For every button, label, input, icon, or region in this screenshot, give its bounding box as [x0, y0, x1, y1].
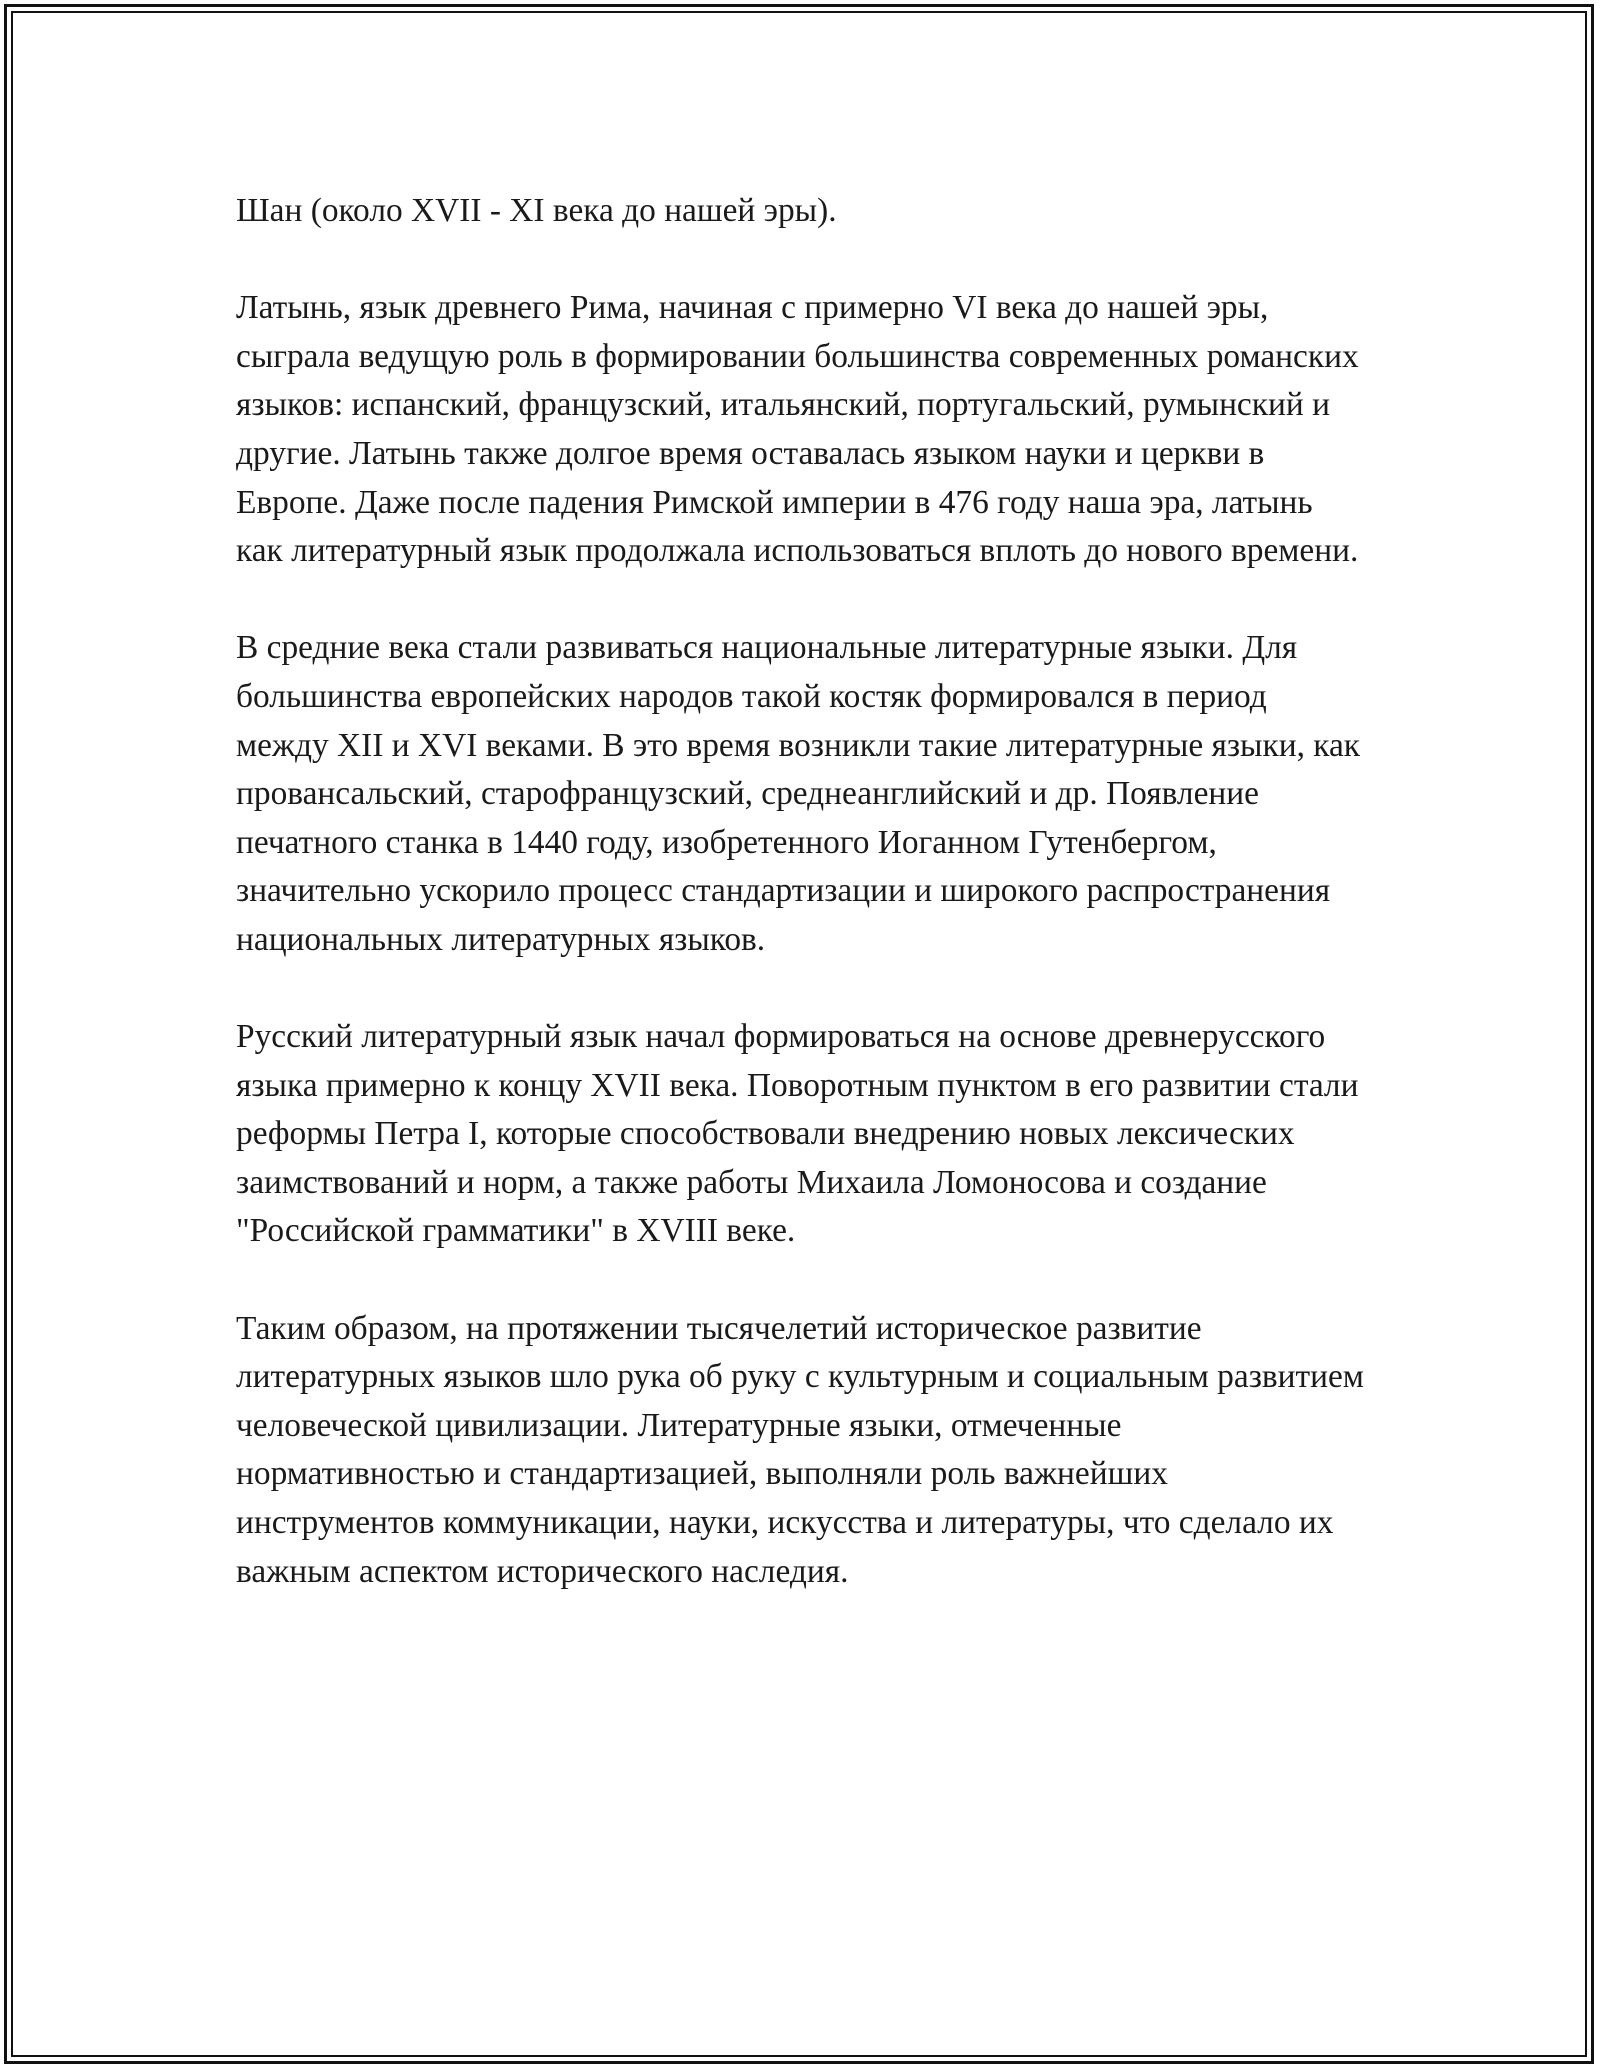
paragraph-3: В средние века стали развиваться национальные литературные языки. Для большинства европейских народов такой костяк формировался в период между XII и XVI веками. В это время возникли такие литературные языки, как провансальский, старофранцузский, среднеанглийский и др. Появление печатного станка в 1440 году, изобретенного Иоганном Гутенбергом, значительно ускорило процесс стандартизации и широкого распространения национальных литературных языков. [236, 629, 1361, 958]
paragraph-5: Таким образом, на протяжении тысячелетий историческое развитие литературных языков шло рука об руку с культурным и социальным развитием человеческой цивилизации. Литературные языки, отмеченные нормативностью и стандартизацией, выполняли роль важнейших инструментов коммуникации, науки, искусства и литературы, что сделало их важным аспектом исторического наследия. [236, 1309, 1364, 1590]
paragraph-4: Русский литературный язык начал формироваться на основе древнерусского языка примерно к концу XVII века. Поворотным пунктом в его развитии стали реформы Петра I, которые способствовали внедрению новых лексических заимствований и норм, а также работы Михаила Ломоносова и создание "Российской грамматики" в XVIII веке. [236, 1018, 1359, 1250]
paragraph-1: Шан (около XVII - XI века до нашей эры). [236, 192, 837, 229]
document-body [236, 187, 1366, 1645]
paragraph-2: Латынь, язык древнего Рима, начиная с примерно VI века до нашей эры, сыграла ведущую роль в формировании большинства современных романских языков: испанский, французский, итальянский, португальский, румынский и другие. Латынь также долгое время оставалась языком науки и церкви в Европе. Даже после падения Римской империи в 476 году наша эра, латынь как литературный язык продолжала использоваться вплоть до нового времени. [236, 289, 1359, 570]
